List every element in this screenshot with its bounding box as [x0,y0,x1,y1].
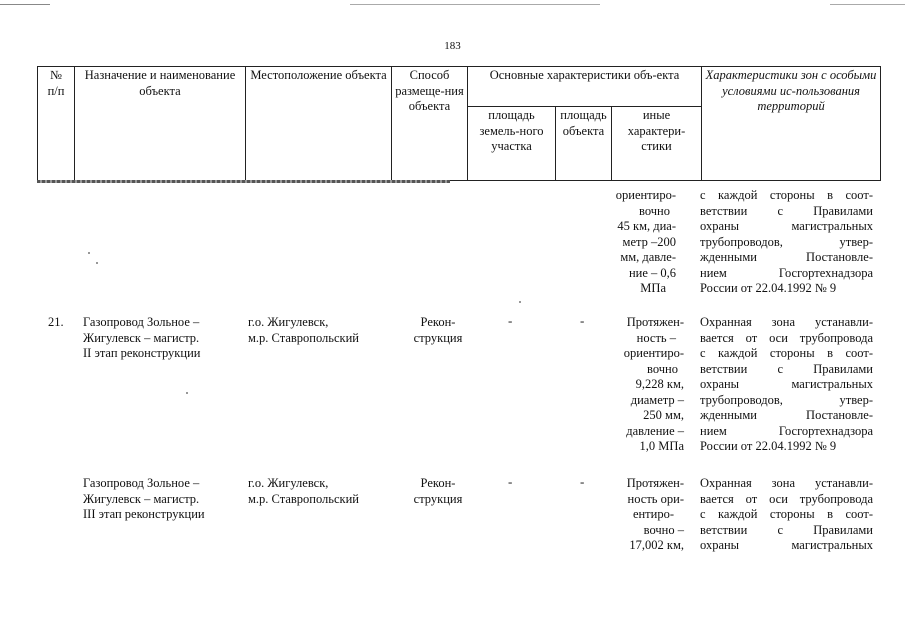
row-name [83,476,205,523]
text-line: г.о. Жигулевск, [248,315,329,329]
text-line: Жигулевск – магистр. [83,491,200,506]
text-line: с каждой стороны в соот- [700,507,873,521]
text-line: ность – [636,330,676,345]
row-method [403,476,473,507]
text-line: Рекон- [420,476,456,490]
header-method: Способ размеще-ния объекта [392,67,468,181]
text-line: вочно [639,203,670,218]
text-line: ние – 0,6 [628,265,676,280]
text-line: давление – [626,423,684,438]
text-line: жденными Постановле- [700,408,873,422]
text-line: вочно – [643,522,684,537]
continuation-other-chars [608,188,676,297]
row-name [83,315,200,362]
text-line: ность ори- [627,491,684,506]
text-line: метр –200 [622,234,676,249]
header-object-area: площадь объекта [556,107,612,181]
text-line: России от 22.04.1992 № 9 [700,281,837,295]
text-line: струкция [413,330,463,345]
header-other-chars: иные характери-стики [612,107,702,181]
text-line: ветствии с Правилами [700,522,873,537]
header-num-line2: п/п [47,83,65,98]
text-line: с каждой стороны в соот- [700,188,873,202]
text-line: ветствии с Правилами [700,203,873,218]
text-line: нием Госгортехнадзора [700,423,873,438]
text-line: охраны магистральных [700,538,873,552]
row-number: 21. [48,315,64,329]
text-line: вается от оси трубопровода [700,491,873,506]
text-line: трубопроводов, утвер- [700,392,873,407]
scan-speck [88,252,90,254]
text-line: ориентиро- [623,346,684,360]
text-line: 17,002 км, [629,538,684,552]
text-line: вочно [647,361,678,376]
scan-edge-line [0,4,50,5]
text-line: 250 мм, [643,408,684,422]
text-line: м.р. Ставропольский [248,491,359,506]
text-line: Протяжен- [626,476,684,490]
header-main-chars: Основные характеристики объ-екта [468,67,702,107]
row-location [248,476,359,507]
row-land-area: - [508,474,513,489]
header-name: Назначение и наименование объекта [75,67,246,181]
text-line: 45 км, диа- [617,219,676,233]
text-line: струкция [413,491,463,506]
text-line: охраны магистральных [700,219,873,233]
text-line: МПа [640,281,666,295]
scan-edge-line [350,4,600,5]
text-line: диаметр – [630,392,684,407]
text-line: Протяжен- [626,315,684,329]
header-location: Местоположение объекта [246,67,392,181]
row-location [248,315,359,346]
row-other-chars [616,476,684,554]
table-header [37,66,881,181]
row-other-chars [616,315,684,455]
scan-speck [186,392,188,394]
text-line: охраны магистральных [700,377,873,391]
row-object-area: - [580,313,585,328]
continuation-zone-chars [700,188,873,297]
text-line: II этап реконструкции [83,346,201,360]
text-line: вается от оси трубопровода [700,330,873,345]
text-line: Газопровод Зольное – [83,315,200,329]
header-num [38,67,75,181]
text-line: Жигулевск – магистр. [83,330,200,345]
text-line: III этап реконструкции [83,507,205,521]
text-line: Газопровод Зольное – [83,476,200,490]
text-line: Охранная зона устанавли- [700,476,873,490]
text-line: 9,228 км, [635,377,684,391]
row-object-area: - [580,474,585,489]
text-line: ветствии с Правилами [700,361,873,376]
text-line: мм, давле- [620,250,676,264]
scan-edge-line [830,4,905,5]
text-line: г.о. Жигулевск, [248,476,329,490]
scan-artifact-line [37,180,450,183]
header-zones: Характеристики зон с особыми условиями ис-пользования территорий [702,67,881,181]
text-line: Охранная зона устанавли- [700,315,873,329]
text-line: России от 22.04.1992 № 9 [700,439,837,453]
text-line: ориентиро- [615,188,676,202]
text-line: с каждой стороны в соот- [700,346,873,360]
text-line: 1,0 МПа [639,439,684,453]
text-line: жденными Постановле- [700,250,873,264]
scan-speck [96,262,98,264]
page-number: 183 [444,40,461,52]
row-method [403,315,473,346]
row-zone-chars [700,476,873,554]
header-num-line1: № [50,68,62,82]
text-line: нием Госгортехнадзора [700,265,873,280]
header-land-area: площадь земель-ного участка [468,107,556,181]
row-zone-chars [700,315,873,455]
text-line: ентиро- [632,507,674,521]
text-line: трубопроводов, утвер- [700,234,873,249]
text-line: Рекон- [420,315,456,329]
scan-speck [519,301,521,303]
row-land-area: - [508,313,513,328]
text-line: м.р. Ставропольский [248,330,359,345]
